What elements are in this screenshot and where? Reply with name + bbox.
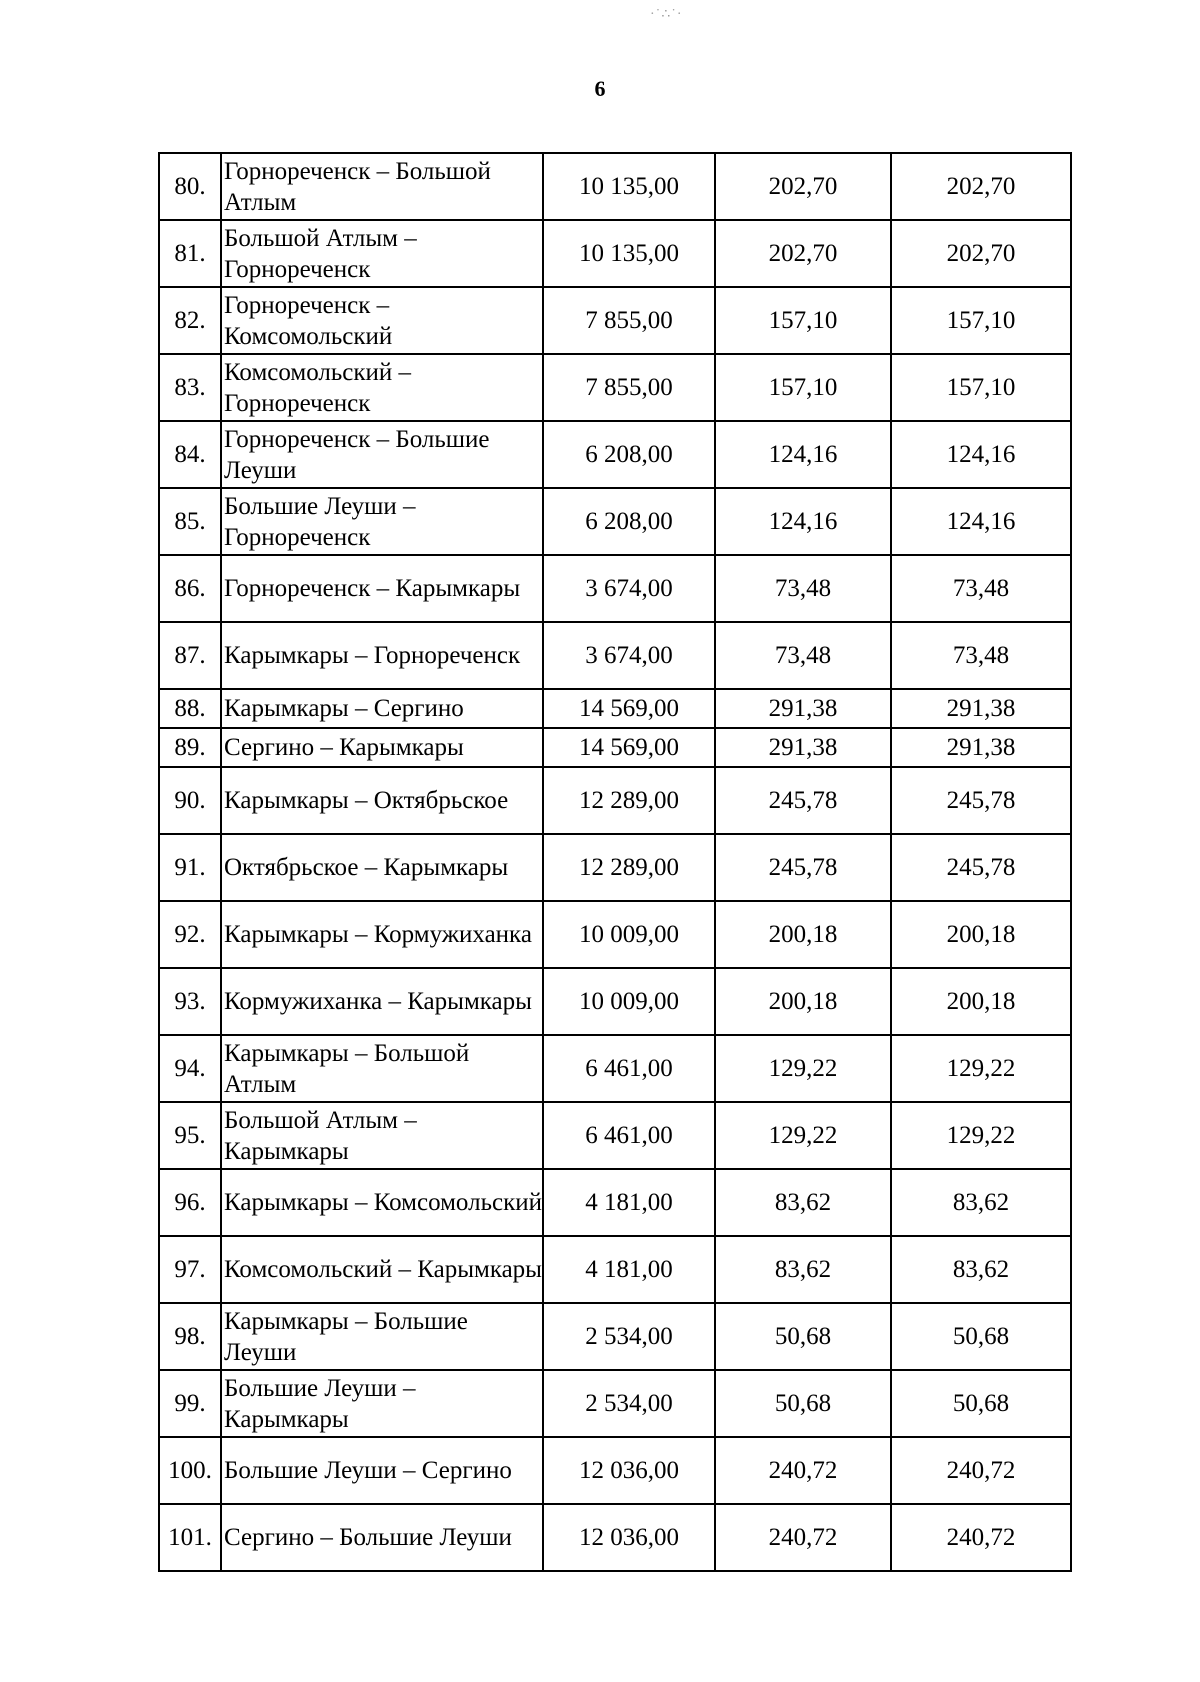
table-row xyxy=(159,1504,1071,1571)
rate-value: 157,10 xyxy=(715,287,891,354)
rate-value-2: 83,62 xyxy=(891,1236,1071,1303)
rate-value: 291,38 xyxy=(715,728,891,767)
table-row xyxy=(159,689,1071,728)
rate-value-2: 291,38 xyxy=(891,728,1071,767)
row-number: 85. xyxy=(159,488,221,555)
route-name: Карымкары – Сергино xyxy=(221,689,543,728)
row-number: 88. xyxy=(159,689,221,728)
rate-value-2: 291,38 xyxy=(891,689,1071,728)
table-row xyxy=(159,555,1071,622)
cost-value: 3 674,00 xyxy=(543,555,715,622)
row-number: 96. xyxy=(159,1169,221,1236)
rate-value-2: 50,68 xyxy=(891,1303,1071,1370)
route-name: Горнореченск – Большой Атлым xyxy=(221,153,543,220)
cost-value: 12 289,00 xyxy=(543,767,715,834)
scan-speck: ·˙∴˙· xyxy=(650,7,683,22)
rate-value-2: 240,72 xyxy=(891,1437,1071,1504)
cost-value: 10 135,00 xyxy=(543,153,715,220)
cost-value: 6 461,00 xyxy=(543,1035,715,1102)
route-name: Октябрьское – Карымкары xyxy=(221,834,543,901)
cost-value: 2 534,00 xyxy=(543,1370,715,1437)
rate-value-2: 50,68 xyxy=(891,1370,1071,1437)
row-number: 97. xyxy=(159,1236,221,1303)
table-row xyxy=(159,968,1071,1035)
table-row xyxy=(159,1035,1071,1102)
cost-value: 10 009,00 xyxy=(543,901,715,968)
route-name: Карымкары – Кормужиханка xyxy=(221,901,543,968)
table-row xyxy=(159,1236,1071,1303)
rate-value: 124,16 xyxy=(715,488,891,555)
row-number: 82. xyxy=(159,287,221,354)
route-name: Карымкары – Большой Атлым xyxy=(221,1035,543,1102)
table-row xyxy=(159,728,1071,767)
rate-value: 240,72 xyxy=(715,1504,891,1571)
table-row xyxy=(159,488,1071,555)
cost-value: 4 181,00 xyxy=(543,1236,715,1303)
table-row xyxy=(159,1102,1071,1169)
rate-value-2: 245,78 xyxy=(891,767,1071,834)
cost-value: 14 569,00 xyxy=(543,689,715,728)
rate-value: 245,78 xyxy=(715,834,891,901)
route-name: Комсомольский – Горнореченск xyxy=(221,354,543,421)
page-number: 6 xyxy=(594,76,606,101)
rate-value-2: 129,22 xyxy=(891,1102,1071,1169)
rate-value: 50,68 xyxy=(715,1303,891,1370)
route-name: Большие Леуши – Карымкары xyxy=(221,1370,543,1437)
row-number: 83. xyxy=(159,354,221,421)
row-number: 87. xyxy=(159,622,221,689)
rate-value-2: 240,72 xyxy=(891,1504,1071,1571)
rate-value-2: 157,10 xyxy=(891,287,1071,354)
rate-value-2: 124,16 xyxy=(891,421,1071,488)
route-name: Горнореченск – Комсомольский xyxy=(221,287,543,354)
rate-value: 50,68 xyxy=(715,1370,891,1437)
tariff-table xyxy=(158,152,1072,1572)
rate-value: 291,38 xyxy=(715,689,891,728)
table-row xyxy=(159,421,1071,488)
cost-value: 6 208,00 xyxy=(543,421,715,488)
route-name: Горнореченск – Карымкары xyxy=(221,555,543,622)
cost-value: 3 674,00 xyxy=(543,622,715,689)
rate-value: 124,16 xyxy=(715,421,891,488)
rate-value-2: 124,16 xyxy=(891,488,1071,555)
row-number: 92. xyxy=(159,901,221,968)
route-name: Карымкары – Большие Леуши xyxy=(221,1303,543,1370)
table-row xyxy=(159,1303,1071,1370)
route-name: Комсомольский – Карымкары xyxy=(221,1236,543,1303)
cost-value: 12 036,00 xyxy=(543,1504,715,1571)
route-name: Кормужиханка – Карымкары xyxy=(221,968,543,1035)
row-number: 99. xyxy=(159,1370,221,1437)
cost-value: 10 009,00 xyxy=(543,968,715,1035)
row-number: 91. xyxy=(159,834,221,901)
cost-value: 2 534,00 xyxy=(543,1303,715,1370)
rate-value-2: 245,78 xyxy=(891,834,1071,901)
table-row xyxy=(159,834,1071,901)
route-name: Большие Леуши – Горнореченск xyxy=(221,488,543,555)
rate-value-2: 73,48 xyxy=(891,555,1071,622)
row-number: 98. xyxy=(159,1303,221,1370)
row-number: 94. xyxy=(159,1035,221,1102)
rate-value-2: 202,70 xyxy=(891,153,1071,220)
cost-value: 7 855,00 xyxy=(543,354,715,421)
table-row xyxy=(159,1437,1071,1504)
route-name: Большой Атлым – Горнореченск xyxy=(221,220,543,287)
rate-value: 240,72 xyxy=(715,1437,891,1504)
rate-value: 129,22 xyxy=(715,1102,891,1169)
rate-value: 200,18 xyxy=(715,901,891,968)
table-row xyxy=(159,901,1071,968)
row-number: 95. xyxy=(159,1102,221,1169)
table-row xyxy=(159,287,1071,354)
route-name: Большие Леуши – Сергино xyxy=(221,1437,543,1504)
rate-value: 73,48 xyxy=(715,555,891,622)
rate-value: 202,70 xyxy=(715,220,891,287)
rate-value-2: 157,10 xyxy=(891,354,1071,421)
route-name: Горнореченск – Большие Леуши xyxy=(221,421,543,488)
table-row xyxy=(159,1370,1071,1437)
rate-value: 83,62 xyxy=(715,1169,891,1236)
cost-value: 12 036,00 xyxy=(543,1437,715,1504)
cost-value: 12 289,00 xyxy=(543,834,715,901)
cost-value: 14 569,00 xyxy=(543,728,715,767)
table-row xyxy=(159,153,1071,220)
rate-value-2: 129,22 xyxy=(891,1035,1071,1102)
table-row xyxy=(159,354,1071,421)
rate-value: 245,78 xyxy=(715,767,891,834)
row-number: 81. xyxy=(159,220,221,287)
row-number: 89. xyxy=(159,728,221,767)
route-name: Карымкары – Комсомольский xyxy=(221,1169,543,1236)
rate-value: 157,10 xyxy=(715,354,891,421)
rate-value: 83,62 xyxy=(715,1236,891,1303)
rate-value: 129,22 xyxy=(715,1035,891,1102)
rate-value: 200,18 xyxy=(715,968,891,1035)
route-name: Сергино – Карымкары xyxy=(221,728,543,767)
table-row xyxy=(159,1169,1071,1236)
table-row xyxy=(159,622,1071,689)
table-row xyxy=(159,767,1071,834)
route-name: Карымкары – Горнореченск xyxy=(221,622,543,689)
rate-value-2: 83,62 xyxy=(891,1169,1071,1236)
cost-value: 6 208,00 xyxy=(543,488,715,555)
rate-value-2: 200,18 xyxy=(891,901,1071,968)
route-name: Большой Атлым – Карымкары xyxy=(221,1102,543,1169)
row-number: 80. xyxy=(159,153,221,220)
cost-value: 6 461,00 xyxy=(543,1102,715,1169)
cost-value: 10 135,00 xyxy=(543,220,715,287)
row-number: 101. xyxy=(159,1504,221,1571)
rate-value: 202,70 xyxy=(715,153,891,220)
rate-value: 73,48 xyxy=(715,622,891,689)
row-number: 93. xyxy=(159,968,221,1035)
route-name: Карымкары – Октябрьское xyxy=(221,767,543,834)
rate-value-2: 73,48 xyxy=(891,622,1071,689)
row-number: 100. xyxy=(159,1437,221,1504)
table-row xyxy=(159,220,1071,287)
cost-value: 4 181,00 xyxy=(543,1169,715,1236)
route-name: Сергино – Большие Леуши xyxy=(221,1504,543,1571)
row-number: 86. xyxy=(159,555,221,622)
row-number: 90. xyxy=(159,767,221,834)
rate-value-2: 200,18 xyxy=(891,968,1071,1035)
row-number: 84. xyxy=(159,421,221,488)
cost-value: 7 855,00 xyxy=(543,287,715,354)
rate-value-2: 202,70 xyxy=(891,220,1071,287)
